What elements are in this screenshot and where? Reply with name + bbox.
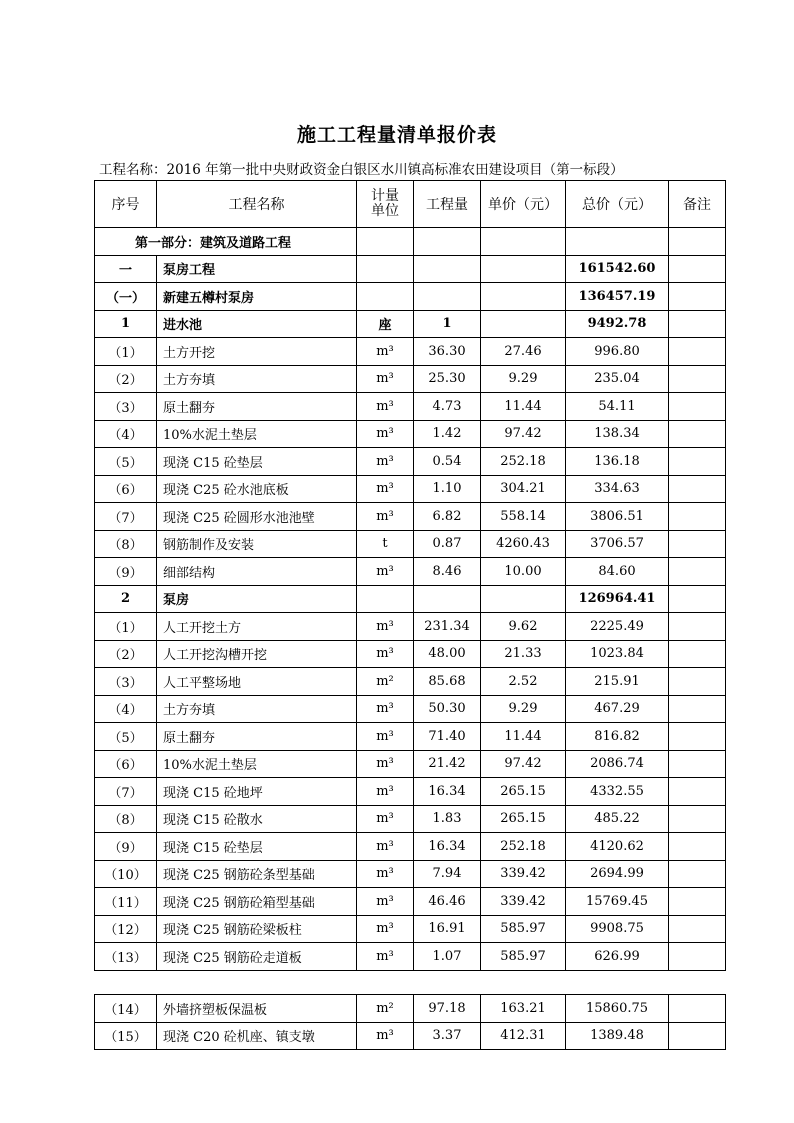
row-remark [669,640,726,668]
table-row [95,995,726,1023]
row-remark [669,255,726,283]
row-quantity [414,255,481,283]
row-total: 334.63 [566,475,669,503]
row-quantity: 0.54 [414,448,481,476]
row-quantity: 16.34 [414,778,481,806]
row-total: 138.34 [566,420,669,448]
row-quantity: 7.94 [414,860,481,888]
row-name: 新建五樽村泵房 [157,283,357,311]
row-unit-price: 2.52 [481,668,566,696]
quote-table-continued [94,994,726,1050]
row-unit-price [481,283,566,311]
table-row [95,338,726,366]
table-row [95,1022,726,1050]
row-unit-price: 9.62 [481,613,566,641]
table-row [95,365,726,393]
row-seq: （7） [95,778,157,806]
table-row [95,585,726,613]
row-name: 现浇 C25 钢筋砼走道板 [157,943,357,971]
row-name: 进水池 [157,310,357,338]
row-unit-price: 265.15 [481,805,566,833]
header-unit-line1: 计量 [371,188,399,204]
row-remark [669,1022,726,1050]
row-name: 现浇 C25 钢筋砼梁板柱 [157,915,357,943]
row-seq: （9） [95,833,157,861]
table-row [95,255,726,283]
row-unit-price: 585.97 [481,915,566,943]
row-total: 3806.51 [566,503,669,531]
row-unit-price: 9.29 [481,365,566,393]
row-seq: （2） [95,365,157,393]
row-unit: m³ [357,833,414,861]
row-name: 现浇 C15 砼地坪 [157,778,357,806]
table-row [95,833,726,861]
row-remark [669,915,726,943]
table-row [95,805,726,833]
row-remark [669,888,726,916]
row-quantity: 85.68 [414,668,481,696]
row-unit-price: 339.42 [481,860,566,888]
table-row [95,640,726,668]
row-total: 485.22 [566,805,669,833]
header-unit-price: 单价（元） [481,181,566,228]
row-quantity: 4.73 [414,393,481,421]
row-name: 人工开挖沟槽开挖 [157,640,357,668]
row-remark [669,338,726,366]
row-name: 10%水泥土垫层 [157,750,357,778]
row-unit-price [481,310,566,338]
row-name: 原土翻夯 [157,393,357,421]
row-remark [669,475,726,503]
row-seq: （7） [95,503,157,531]
empty-cell [414,228,481,256]
row-unit: m³ [357,888,414,916]
row-seq: （1） [95,613,157,641]
row-remark [669,448,726,476]
row-unit: m³ [357,778,414,806]
row-quantity [414,283,481,311]
row-quantity: 21.42 [414,750,481,778]
row-total: 126964.41 [566,585,669,613]
row-seq: （9） [95,558,157,586]
row-name: 土方夯填 [157,695,357,723]
row-unit: m³ [357,393,414,421]
row-unit: m³ [357,558,414,586]
row-remark [669,778,726,806]
row-unit-price: 11.44 [481,393,566,421]
row-unit-price [481,585,566,613]
row-name: 细部结构 [157,558,357,586]
row-total: 136457.19 [566,283,669,311]
row-unit-price: 304.21 [481,475,566,503]
row-name: 原土翻夯 [157,723,357,751]
row-unit [357,283,414,311]
row-quantity: 48.00 [414,640,481,668]
row-total: 15769.45 [566,888,669,916]
row-total: 1389.48 [566,1022,669,1050]
row-seq: （3） [95,668,157,696]
row-seq: （一） [95,283,157,311]
row-quantity: 25.30 [414,365,481,393]
table-row [95,558,726,586]
row-remark [669,750,726,778]
row-total: 9492.78 [566,310,669,338]
header-remark: 备注 [669,181,726,228]
table-row [95,283,726,311]
quote-table [94,180,726,971]
table-row [95,503,726,531]
row-unit: m³ [357,448,414,476]
row-unit-price: 27.46 [481,338,566,366]
row-unit: m³ [357,338,414,366]
row-total: 4120.62 [566,833,669,861]
row-name: 土方开挖 [157,338,357,366]
row-total: 2225.49 [566,613,669,641]
row-remark [669,943,726,971]
row-quantity: 0.87 [414,530,481,558]
row-total: 15860.75 [566,995,669,1023]
row-seq: （6） [95,475,157,503]
table-row [95,778,726,806]
row-quantity: 1.07 [414,943,481,971]
row-total: 84.60 [566,558,669,586]
row-seq: 2 [95,585,157,613]
row-remark [669,365,726,393]
row-unit: m³ [357,613,414,641]
row-total: 161542.60 [566,255,669,283]
header-unit [357,181,414,228]
row-seq: （8） [95,530,157,558]
row-unit: m³ [357,365,414,393]
row-quantity: 46.46 [414,888,481,916]
row-name: 钢筋制作及安装 [157,530,357,558]
row-unit: m³ [357,695,414,723]
row-remark [669,833,726,861]
row-remark [669,723,726,751]
row-quantity [414,585,481,613]
row-unit-price: 11.44 [481,723,566,751]
row-total: 4332.55 [566,778,669,806]
row-name: 现浇 C25 砼圆形水池池壁 [157,503,357,531]
row-unit: m³ [357,503,414,531]
table-row [95,723,726,751]
row-total: 816.82 [566,723,669,751]
row-quantity: 16.34 [414,833,481,861]
row-unit-price: 339.42 [481,888,566,916]
row-unit: 座 [357,310,414,338]
row-total: 2086.74 [566,750,669,778]
row-name: 现浇 C25 砼水池底板 [157,475,357,503]
table-row [95,613,726,641]
row-remark [669,613,726,641]
row-remark [669,585,726,613]
row-unit: m² [357,995,414,1023]
row-seq: （1） [95,338,157,366]
table-row [95,943,726,971]
row-remark [669,420,726,448]
row-total: 3706.57 [566,530,669,558]
row-quantity: 1.42 [414,420,481,448]
row-name: 现浇 C25 钢筋砼箱型基础 [157,888,357,916]
row-quantity: 231.34 [414,613,481,641]
row-unit: m³ [357,860,414,888]
row-remark [669,995,726,1023]
row-unit: m³ [357,915,414,943]
header-quantity: 工程量 [414,181,481,228]
row-unit-price: 97.42 [481,420,566,448]
row-unit: m³ [357,805,414,833]
row-remark [669,503,726,531]
project-name-line: 工程名称：2016 年第一批中央财政资金白银区水川镇高标准农田建设项目（第一标段） [99,162,624,178]
row-unit-price: 97.42 [481,750,566,778]
row-unit-price: 558.14 [481,503,566,531]
row-quantity: 1.10 [414,475,481,503]
row-unit-price: 163.21 [481,995,566,1023]
row-name: 10%水泥土垫层 [157,420,357,448]
row-quantity: 97.18 [414,995,481,1023]
row-unit [357,255,414,283]
row-unit: m³ [357,420,414,448]
table-row [95,668,726,696]
row-remark [669,393,726,421]
row-seq: （8） [95,805,157,833]
row-unit: m² [357,668,414,696]
header-name: 工程名称 [157,181,357,228]
row-name: 现浇 C15 砼垫层 [157,833,357,861]
row-total: 9908.75 [566,915,669,943]
row-remark [669,530,726,558]
row-total: 1023.84 [566,640,669,668]
section-row [95,228,726,256]
row-unit: m³ [357,750,414,778]
row-total: 215.91 [566,668,669,696]
row-total: 467.29 [566,695,669,723]
header-seq: 序号 [95,181,157,228]
row-total: 136.18 [566,448,669,476]
row-unit-price: 9.29 [481,695,566,723]
row-quantity: 1 [414,310,481,338]
row-seq: 1 [95,310,157,338]
row-name: 人工开挖土方 [157,613,357,641]
row-unit: m³ [357,723,414,751]
row-unit: m³ [357,1022,414,1050]
empty-cell [357,228,414,256]
table-row [95,695,726,723]
row-unit [357,585,414,613]
row-remark [669,668,726,696]
row-seq: （12） [95,915,157,943]
row-unit-price: 10.00 [481,558,566,586]
table-row [95,310,726,338]
row-seq: （10） [95,860,157,888]
row-unit: m³ [357,475,414,503]
row-remark [669,805,726,833]
row-seq: （3） [95,393,157,421]
row-unit: m³ [357,943,414,971]
row-unit-price: 585.97 [481,943,566,971]
empty-cell [481,228,566,256]
row-seq: 一 [95,255,157,283]
row-total: 2694.99 [566,860,669,888]
table-row [95,393,726,421]
row-remark [669,860,726,888]
row-unit-price: 265.15 [481,778,566,806]
row-seq: （14） [95,995,157,1023]
row-name: 现浇 C15 砼散水 [157,805,357,833]
row-seq: （5） [95,448,157,476]
row-quantity: 50.30 [414,695,481,723]
header-unit-line2: 单位 [371,203,399,219]
row-quantity: 71.40 [414,723,481,751]
row-remark [669,695,726,723]
row-total: 54.11 [566,393,669,421]
table-row [95,448,726,476]
row-unit: t [357,530,414,558]
row-quantity: 6.82 [414,503,481,531]
row-total: 235.04 [566,365,669,393]
row-remark [669,310,726,338]
table-row [95,750,726,778]
row-name: 现浇 C25 钢筋砼条型基础 [157,860,357,888]
empty-cell [669,228,726,256]
table-row [95,530,726,558]
table-header-row [95,181,726,228]
table-row [95,420,726,448]
row-seq: （13） [95,943,157,971]
row-remark [669,558,726,586]
row-quantity: 16.91 [414,915,481,943]
section-title: 第一部分：建筑及道路工程 [95,228,357,256]
row-seq: （6） [95,750,157,778]
empty-cell [566,228,669,256]
row-quantity: 36.30 [414,338,481,366]
row-remark [669,283,726,311]
table-row [95,888,726,916]
row-seq: （11） [95,888,157,916]
row-quantity: 1.83 [414,805,481,833]
row-seq: （4） [95,420,157,448]
table-row [95,860,726,888]
row-unit-price: 412.31 [481,1022,566,1050]
row-name: 泵房工程 [157,255,357,283]
row-name: 现浇 C20 砼机座、镇支墩 [157,1022,357,1050]
row-unit-price: 21.33 [481,640,566,668]
row-name: 泵房 [157,585,357,613]
row-name: 土方夯填 [157,365,357,393]
row-seq: （15） [95,1022,157,1050]
row-quantity: 8.46 [414,558,481,586]
header-total: 总价（元） [566,181,669,228]
row-unit-price [481,255,566,283]
row-unit-price: 252.18 [481,448,566,476]
row-seq: （5） [95,723,157,751]
row-total: 626.99 [566,943,669,971]
row-seq: （4） [95,695,157,723]
row-unit-price: 4260.43 [481,530,566,558]
row-unit-price: 252.18 [481,833,566,861]
row-name: 外墙挤塑板保温板 [157,995,357,1023]
row-seq: （2） [95,640,157,668]
table-row [95,915,726,943]
row-quantity: 3.37 [414,1022,481,1050]
document-title: 施工工程量清单报价表 [296,124,497,146]
row-unit: m³ [357,640,414,668]
row-total: 996.80 [566,338,669,366]
row-name: 人工平整场地 [157,668,357,696]
table-row [95,475,726,503]
row-name: 现浇 C15 砼垫层 [157,448,357,476]
